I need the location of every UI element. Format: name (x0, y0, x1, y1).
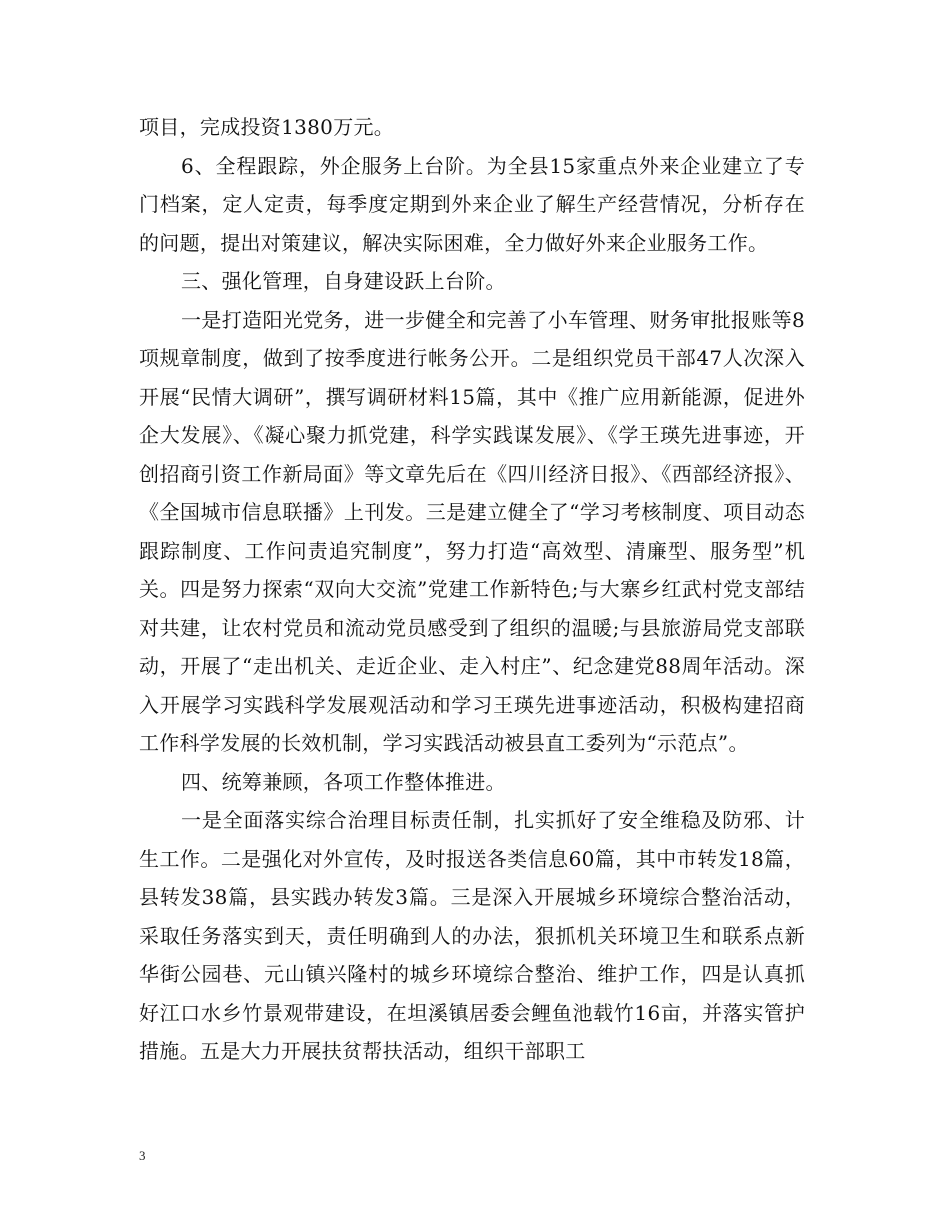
paragraph-1: 项目，完成投资1380万元。 (139, 115, 395, 139)
section-heading-3: 三、强化管理，自身建设跃上台阶。 (181, 269, 506, 293)
paragraph-4: 一是打造阳光党务，进一步健全和完善了小车管理、财务审批报账等8项规章制度，做到了按季度进行帐务公开。二是组织党员干部47人次深入开展“民情大调研”，撰写调研材料15篇，其中《推广应用新能源，促进外企大发展》、《凝心聚力抓党建，科学实践谋发展》、《学王瑛先进事迹，开创招商引资工作新局面》等文章先后在《四川经济日报》、《西部经济报》、《全国城市信息联播》上刊发。三是建立健全了“学习考核制度、项目动态跟踪制度、工作问责追究制度”，努力打造“高效型、清廉型、服务型”机关。四是努力探索“双向大交流”党建工作新特色;与大寨乡红武村党支部结对共建，让农村党员和流动党员感受到了组织的温暖;与县旅游局党支部联动，开展了“走出机关、走近企业、走入村庄”、纪念建党88周年活动。深入开展学习实践科学发展观活动和学习王瑛先进事迹活动，积极构建招商工作科学发展的长效机制，学习实践活动被县直工委列为“示范点”。 (139, 307, 805, 755)
paragraph-6: 一是全面落实综合治理目标责任制，扎实抓好了安全维稳及防邪、计生工作。二是强化对外宣传，及时报送各类信息60篇，其中市转发18篇，县转发38篇，县实践办转发3篇。三是深入开展城乡环境综合整治活动，采取任务落实到天，责任明确到人的办法，狠抓机关环境卫生和联系点新华街公园巷、元山镇兴隆村的城乡环境综合整治、维护工作，四是认真抓好江口水乡竹景观带建设，在坦溪镇居委会鲤鱼池载竹16亩，并落实管护措施。五是大力开展扶贫帮扶活动，组织干部职工 (139, 808, 805, 1063)
document-body (139, 108, 805, 1071)
paragraph-2: 6、全程跟踪，外企服务上台阶。为全县15家重点外来企业建立了专门档案，定人定责，每季度定期到外来企业了解生产经营情况，分析存在的问题，提出对策建议，解决实际困难，全力做好外来企业服务工作。 (139, 153, 805, 255)
section-heading-4: 四、统筹兼顾，各项工作整体推进。 (181, 769, 506, 794)
page-number: 3 (139, 1148, 146, 1163)
